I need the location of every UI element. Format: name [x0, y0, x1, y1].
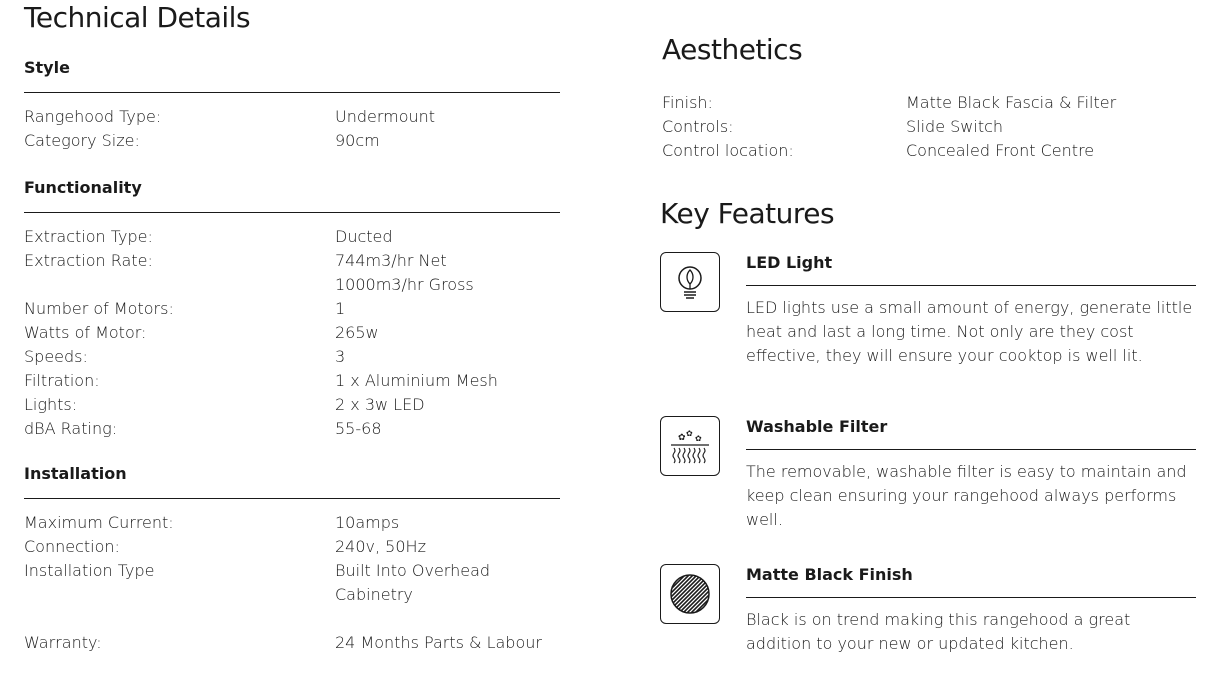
spec-value: Slide Switch: [906, 117, 1004, 136]
svg-text:✿: ✿: [686, 429, 693, 438]
aesthetics-title: Aesthetics: [662, 33, 803, 66]
spec-label: Installation Type: [24, 561, 155, 580]
spec-value: Undermount: [335, 107, 436, 126]
feature-description: LED lights use a small amount of energy, generate little heat and last a long time. Not only are they cost effective, they will ensure your cooktop is well lit.: [746, 298, 1193, 365]
functionality-rows: [24, 225, 560, 441]
spec-row: [24, 631, 560, 655]
spec-row: [24, 321, 560, 345]
spec-value: 1 x Aluminium Mesh: [335, 371, 498, 390]
aesthetics-rows: [662, 91, 1182, 163]
spec-label: Filtration:: [24, 371, 100, 390]
spec-label: Maximum Current:: [24, 513, 174, 532]
spec-row: [24, 105, 560, 129]
feature-matte-black-finish: [660, 564, 1196, 694]
spec-row: [24, 225, 560, 249]
matte-finish-icon: [660, 564, 720, 624]
feature-description: The removable, washable filter is easy to maintain and keep clean ensuring your rangehood always performs well.: [746, 462, 1187, 529]
spec-label: Number of Motors:: [24, 299, 174, 318]
spec-label: Extraction Type:: [24, 227, 153, 246]
svg-text:✿: ✿: [695, 434, 702, 443]
spec-row: [24, 393, 560, 417]
spec-value: Matte Black Fascia & Filter: [906, 93, 1117, 112]
spec-label: Controls:: [662, 117, 734, 136]
feature-washable-filter: [660, 416, 1196, 546]
svg-text:✿: ✿: [678, 433, 686, 443]
feature-description: Black is on trend making this rangehood a great addition to your new or updated kitchen.: [746, 610, 1131, 653]
section-heading-functionality: Functionality: [24, 178, 560, 213]
spec-value: 1: [335, 299, 346, 318]
spec-label: Extraction Rate:: [24, 251, 153, 270]
installation-rows: [24, 511, 560, 655]
section-heading-installation: Installation: [24, 464, 560, 499]
spec-row: [662, 115, 1182, 139]
spec-value: 240v, 50Hz: [335, 537, 426, 556]
spec-value: 744m3/hr Net 1000m3/hr Gross: [335, 251, 474, 294]
spec-value: 90cm: [335, 131, 380, 150]
spec-row: [24, 249, 560, 297]
spec-value: 3: [335, 347, 346, 366]
spec-row: [24, 345, 560, 369]
spec-value: Built Into Overhead Cabinetry: [335, 561, 491, 604]
feature-title: Washable Filter: [746, 416, 1196, 450]
spec-label: Control location:: [662, 141, 794, 160]
spec-label: Watts of Motor:: [24, 323, 147, 342]
feature-title: Matte Black Finish: [746, 564, 1196, 598]
feature-led-light: [660, 252, 1196, 382]
spec-value: 265w: [335, 323, 379, 342]
spec-label: Lights:: [24, 395, 78, 414]
spec-row: [24, 535, 560, 559]
spec-row: [24, 129, 560, 153]
spec-label: Warranty:: [24, 633, 102, 652]
spec-row: [24, 511, 560, 535]
spec-value: 10amps: [335, 513, 400, 532]
spec-label: Category Size:: [24, 131, 140, 150]
spec-value: Ducted: [335, 227, 393, 246]
section-heading-style: Style: [24, 58, 560, 93]
spec-row: [662, 139, 1182, 163]
washable-filter-icon: [660, 416, 720, 476]
spec-label: Finish:: [662, 93, 713, 112]
key-features-title: Key Features: [660, 197, 835, 230]
spec-value: Concealed Front Centre: [906, 141, 1095, 160]
spec-row: [662, 91, 1182, 115]
spec-label: dBA Rating:: [24, 419, 118, 438]
spec-label: Rangehood Type:: [24, 107, 162, 126]
feature-title: LED Light: [746, 252, 1196, 286]
spec-row: [24, 417, 560, 441]
style-rows: [24, 105, 560, 153]
spec-value: 2 x 3w LED: [335, 395, 425, 414]
spec-label: Speeds:: [24, 347, 88, 366]
spec-value: 55-68: [335, 419, 382, 438]
spec-label: Connection:: [24, 537, 120, 556]
spec-row: [24, 559, 560, 607]
technical-details-title: Technical Details: [24, 1, 251, 34]
spec-value: 24 Months Parts & Labour: [335, 633, 542, 652]
spec-row: [24, 297, 560, 321]
spec-row: [24, 369, 560, 393]
lightbulb-icon: [660, 252, 720, 312]
